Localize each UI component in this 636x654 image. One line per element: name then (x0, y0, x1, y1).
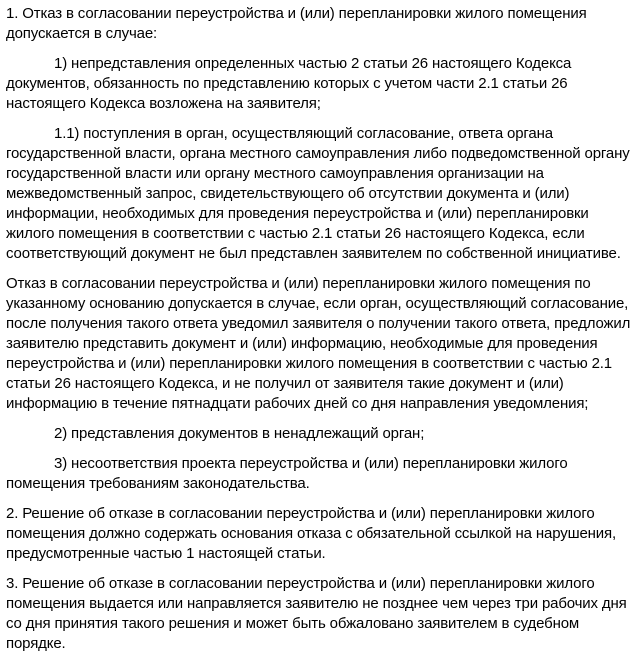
paragraph-part-3: 3. Решение об отказе в согласовании переустройства и (или) перепланировки жилого помещения выдается или направляется заявителю не позднее чем через три рабочих дня со дня принятия такого решения и может быть обжаловано заявителем в судебном порядке. (6, 575, 627, 652)
paragraph-item-1-1-continuation: Отказ в согласовании переустройства и (или) перепланировки жилого помещения по указанному основанию допускается в случае, если орган, осуществляющий согласование, после получения такого ответа уведомил заявителя о получении такого ответа, предложил заявителю представить документ и (или) информацию, необходимые для проведения переустройства и (или) перепланировки жилого помещения в соответствии с частью 2.1 статьи 26 настоящего Кодекса, и не получил от заявителя такие документ и (или) информацию в течение пятнадцати рабочих дней со дня направления уведомления; (6, 275, 631, 412)
paragraph-item-1: 1) непредставления определенных частью 2 статьи 26 настоящего Кодекса документов, обязанность по представлению которых с учетом части 2.1 статьи 26 настоящего Кодекса возложена на заявителя; (6, 55, 572, 112)
paragraph-part-2: 2. Решение об отказе в согласовании переустройства и (или) перепланировки жилого помещения должно содержать основания отказа с обязательной ссылкой на нарушения, предусмотренные частью 1 настоящей статьи. (6, 505, 616, 562)
paragraph-item-3: 3) несоответствия проекта переустройства и (или) перепланировки жилого помещения требованиям законодательства. (6, 455, 568, 492)
paragraph-item-2: 2) представления документов в ненадлежащий орган; (54, 425, 425, 442)
paragraph-part-1-intro: 1. Отказ в согласовании переустройства и (или) перепланировки жилого помещения допускается в случае: (6, 5, 587, 42)
paragraph-item-1-1: 1.1) поступления в орган, осуществляющий согласование, ответа органа государственной власти, органа местного самоуправления либо подведомственной органу государственной власти или органу местного самоуправления организации на межведомственный запрос, свидетельствующего об отсутствии документа и (или) информации, необходимых для проведения переустройства и (или) перепланировки жилого помещения в соответствии с частью 2.1 статьи 26 настоящего Кодекса, если соответствующий документ не был представлен заявителем по собственной инициативе. (6, 125, 630, 262)
